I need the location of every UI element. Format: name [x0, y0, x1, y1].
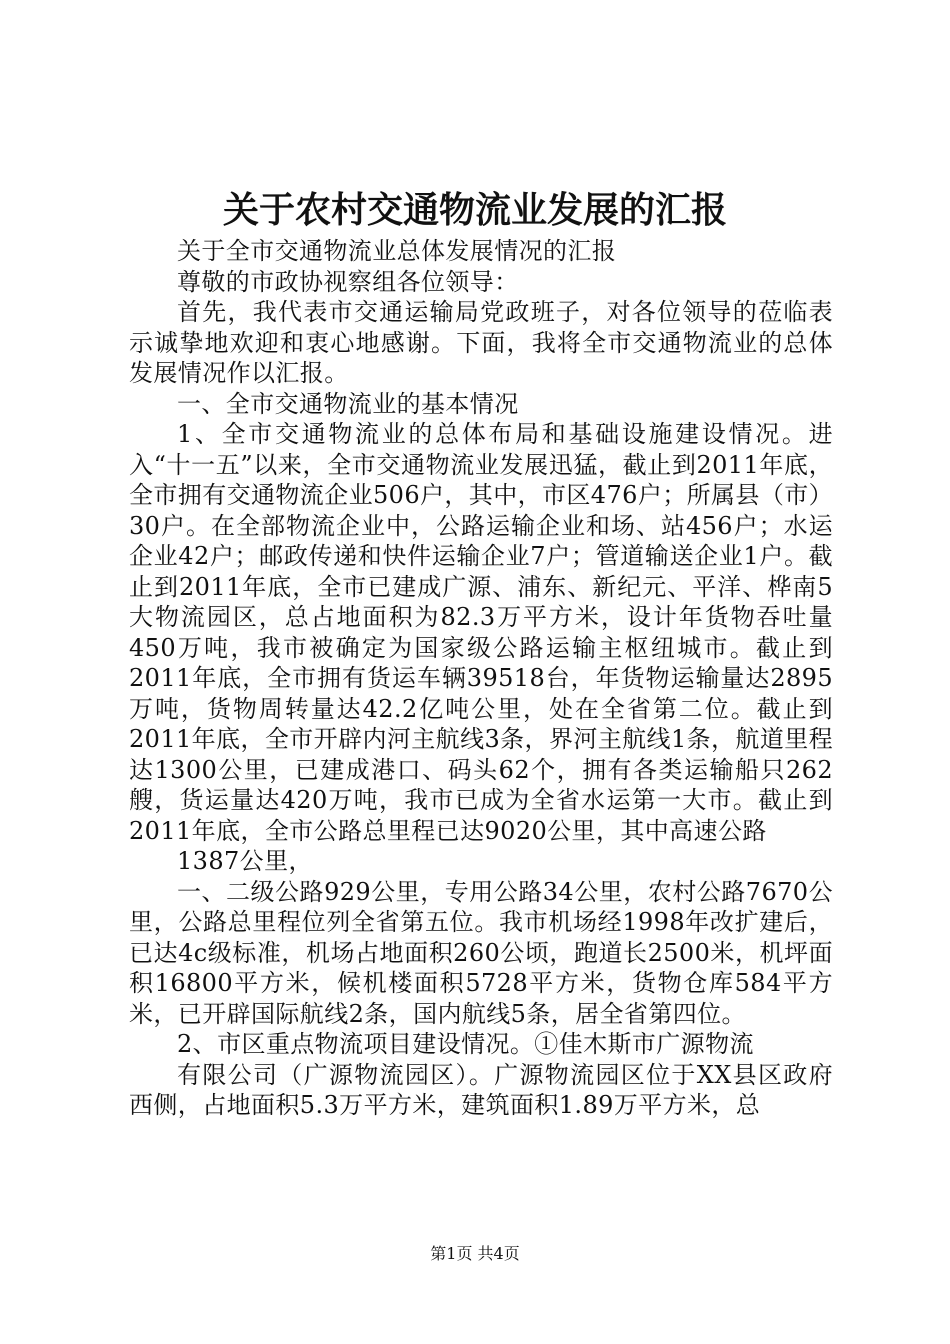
document-title: 关于农村交通物流业发展的汇报 [222, 189, 727, 231]
paragraph-layout-infrastructure: 1、全市交通物流业的总体布局和基础设施建设情况。进入“十一五”以来，全市交通物流业发展迅猛，截止到2011年底，全市拥有交通物流企业506户，其中，市区476户；所属县（市）30户。在全部物流企业中，公路运输企业和场、站456户；水运企业42户；邮政传递和快件运输企业7户；管道输送企业1户。截止到2011年底，全市已建成广源、浦东、新纪元、平洋、桦南5大物流园区，总占地面积为82.3万平方米，设计年货物吞吐量450万吨，我市被确定为国家级公路运输主枢纽城市。截止到2011年底，全市拥有货运车辆39518台，年货物运输量达2895万吨，货物周转量达42.2亿吨公里，处在全省第二位。截止到2011年底，全市开辟内河主航线3条，界河主航线1条，航道里程达1300公里，已建成港口、码头62个，拥有各类运输船只262艘，货运量达420万吨，我市已成为全省水运第一大市。截止到2011年底，全市公路总里程已达9020公里，其中高速公路 [129, 420, 834, 845]
paragraph-roads-airport: 一、二级公路929公里，专用公路34公里，农村公路7670公里，公路总里程位列全省第五位。我市机场经1998年改扩建后，已达4c级标准，机场占地面积260公顷，跑道长2500米，机坪面积16800平方米，候机楼面积5728平方米，货物仓库584平方米，已开辟国际航线2条，国内航线5条，居全省第四位。 [129, 877, 833, 1028]
paragraph-subtitle: 关于全市交通物流业总体发展情况的汇报 [177, 237, 617, 265]
paragraph-key-projects: 2、市区重点物流项目建设情况。①佳木斯市广源物流 [177, 1030, 754, 1058]
page-number-footer: 第1页 共4页 [430, 1244, 520, 1263]
document-body [129, 236, 833, 1121]
section-heading-basic-situation: 一、全市交通物流业的基本情况 [177, 389, 519, 418]
paragraph-guangyuan-park: 有限公司（广源物流园区）。广源物流园区位于XX县区政府西侧，占地面积5.3万平方米，建筑面积1.89万平方米，总 [129, 1060, 833, 1119]
paragraph-expressway-length: 1387公里， [177, 847, 313, 875]
paragraph-opening: 首先，我代表市交通运输局党政班子，对各位领导的莅临表示诚挚地欢迎和衷心地感谢。下面，我将全市交通物流业的总体发展情况作以汇报。 [129, 298, 833, 387]
paragraph-salutation: 尊敬的市政协视察组各位领导： [177, 267, 519, 296]
